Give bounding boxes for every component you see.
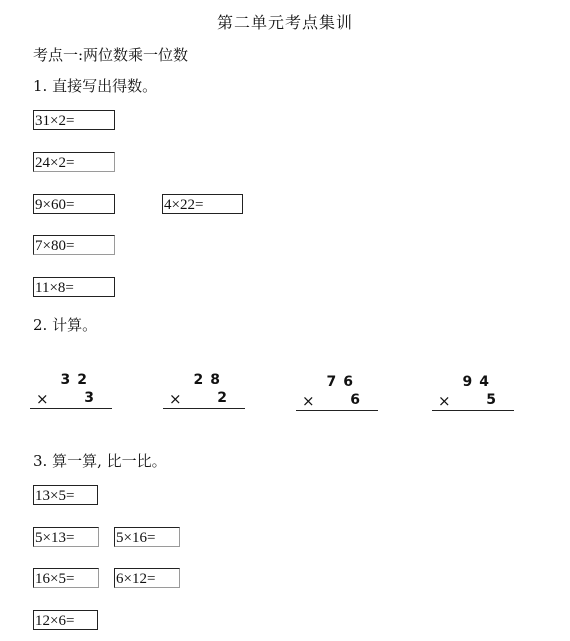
multiplier: 3: [84, 390, 94, 406]
answer-line: [30, 408, 112, 409]
answer-line: [163, 408, 245, 409]
q1-item-3: 9×60=: [33, 194, 115, 214]
q1-item-1: 31×2=: [33, 110, 115, 130]
q3-item-6: 12×6=: [33, 610, 98, 630]
q3-item-3: 5×16=: [114, 527, 180, 547]
vertical-multiplication-3: [288, 374, 378, 418]
multiplicand: 76: [326, 374, 360, 390]
page-title: 第二单元考点集训: [216, 13, 353, 32]
q1-item-2: 24×2=: [33, 152, 115, 172]
multiplicand: 28: [193, 372, 227, 388]
multiplicand: 94: [462, 374, 496, 390]
q1-item-4: 4×22=: [162, 194, 243, 214]
multiply-sign: ×: [36, 390, 49, 408]
vertical-multiplication-1: [22, 372, 112, 416]
answer-line: [296, 410, 378, 411]
multiply-sign: ×: [302, 392, 315, 410]
vertical-multiplication-2: [155, 372, 245, 416]
q1-item-6: 11×8=: [33, 277, 115, 297]
multiply-sign: ×: [169, 390, 182, 408]
multiply-sign: ×: [438, 392, 451, 410]
q3-item-2: 5×13=: [33, 527, 99, 547]
question-3-label: 3. 算一算, 比一比。: [33, 452, 167, 470]
multiplier: 2: [217, 390, 227, 406]
multiplicand: 32: [60, 372, 94, 388]
q3-item-1: 13×5=: [33, 485, 98, 505]
multiplier: 6: [350, 392, 360, 408]
q3-item-5: 6×12=: [114, 568, 180, 588]
q3-item-4: 16×5=: [33, 568, 99, 588]
answer-line: [432, 410, 514, 411]
question-1-label: 1. 直接写出得数。: [33, 77, 158, 95]
question-2-label: 2. 计算。: [33, 316, 98, 334]
vertical-multiplication-4: [424, 374, 514, 418]
topic-heading: 考点一:两位数乘一位数: [33, 46, 189, 64]
multiplier: 5: [486, 392, 496, 408]
q1-item-5: 7×80=: [33, 235, 115, 255]
